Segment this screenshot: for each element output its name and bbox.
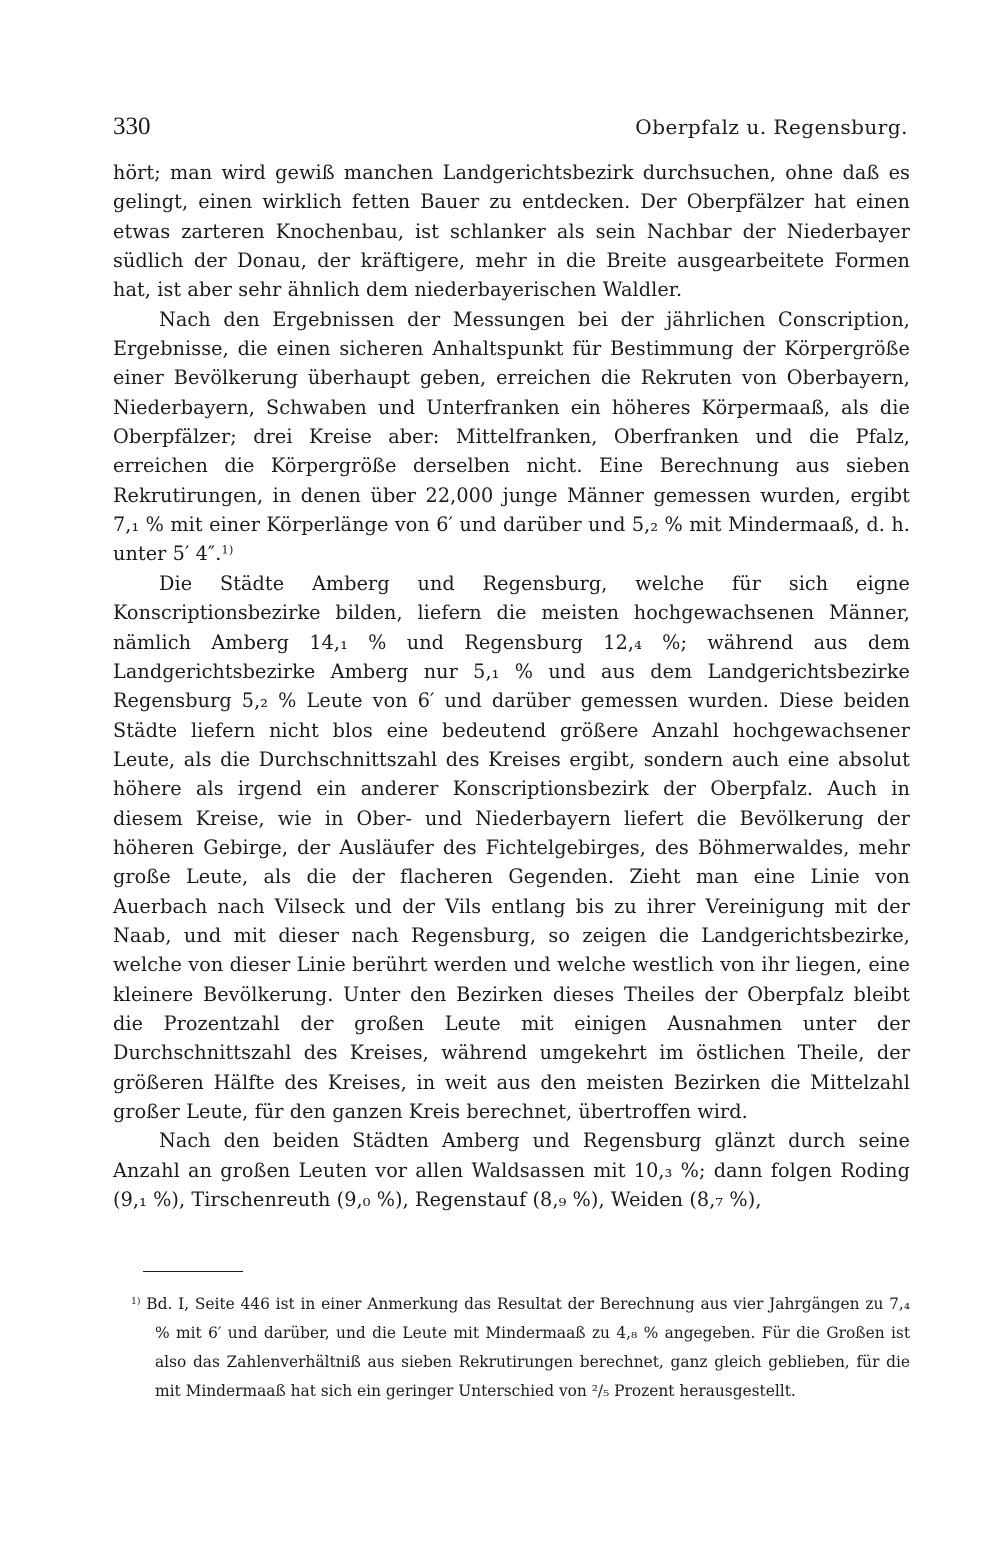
footnote — [131, 1290, 910, 1406]
paragraph-4: Nach den beiden Städten Amberg und Regensburg glänzt durch seine Anzahl an großen Leuten vor allen Waldsassen mit 10,₃ %; dann folgen Roding (9,₁ %), Tirschenreuth (9,₀ %), Regenstauf (8,₉ %), Weiden (8,₇ %), — [113, 1129, 910, 1212]
paragraph-1: hört; man wird gewiß manchen Landgerichtsbezirk durchsuchen, ohne daß es gelingt, einen wirklich fetten Bauer zu entdecken. Der Oberpfälzer hat einen etwas zarteren Knochenbau, ist schlanker als sein Nachbar der Niederbayer südlich der Donau, der kräftigere, mehr in die Breite ausgearbeitete Formen hat, ist aber sehr ähnlich dem niederbayerischen Waldler. — [113, 161, 910, 302]
page-number: 330 — [113, 113, 151, 140]
footnote-rule — [143, 1271, 243, 1272]
running-head — [113, 113, 910, 145]
footnote-reference: 1) — [221, 543, 234, 558]
running-title: Oberpfalz u. Regensburg. — [635, 115, 908, 139]
body-text — [113, 158, 910, 1214]
footnote-marker: 1) — [131, 1295, 141, 1307]
paragraph-3: Die Städte Amberg und Regensburg, welche für sich eigne Konscriptionsbezirke bilden, liefern die meisten hochgewachsenen Männer, nämlich Amberg 14,₁ % und Regensburg 12,₄ %; während aus dem Landgerichtsbezirke Amberg nur 5,₁ % und aus dem Landgerichtsbezirke Regensburg 5,₂ % Leute von 6′ und darüber gemessen wurden. Diese beiden Städte liefern nicht blos eine bedeutend größere Anzahl hochgewachsener Leute, als die Durchschnittszahl des Kreises ergibt, sondern auch eine absolut höhere als irgend ein anderer Konscriptionsbezirk der Oberpfalz. Auch in diesem Kreise, wie in Ober- und Niederbayern liefert die Bevölkerung der höheren Gebirge, der Ausläufer des Fichtelgebirges, des Böhmerwaldes, mehr große Leute, als die der flacheren Gegenden. Zieht man eine Linie von Auerbach nach Vilseck und der Vils entlang bis zu ihrer Vereinigung mit der Naab, und mit dieser nach Regensburg, so zeigen die Landgerichtsbezirke, welche von dieser Linie berührt werden und welche westlich von ihr liegen, eine kleinere Bevölkerung. Unter den Bezirken dieses Theiles der Oberpfalz bleibt die Prozentzahl der großen Leute mit einigen Ausnahmen unter der Durchschnittszahl des Kreises, während umgekehrt im östlichen Theile, der größeren Hälfte des Kreises, in weit aus den meisten Bezirken die Mittelzahl großer Leute, für den ganzen Kreis berechnet, übertroffen wird. — [113, 571, 910, 1123]
paragraph-2-text: Nach den Ergebnissen der Messungen bei der jährlichen Conscription, Ergebnisse, die einen sicheren Anhaltspunkt für Bestimmung der Körpergröße einer Bevölkerung überhaupt geben, erreichen die Rekruten von Oberbayern, Niederbayern, Schwaben und Unterfranken ein höheres Körpermaaß, als die Oberpfälzer; drei Kreise aber: Mittelfranken, Oberfranken und die Pfalz, erreichen die Körpergröße derselben nicht. Eine Berechnung aus sieben Rekrutirungen, in denen über 22,000 junge Männer gemessen wurden, ergibt 7,₁ % mit einer Körperlänge von 6′ und darüber und 5,₂ % mit Mindermaaß, d. h. unter 5′ 4″. — [113, 307, 910, 566]
footnote-text: Bd. I, Seite 446 ist in einer Anmerkung das Resultat der Berechnung aus vier Jahrgängen zu 7,₄ % mit 6′ und darüber, und die Leute mit Mindermaaß zu 4,₈ % angegeben. Für die Großen ist also das Zahlenverhältniß aus sieben Rekrutirungen berechnet, ganz gleich geblieben, für die mit Mindermaaß hat sich ein geringer Unterschied von ²/₅ Prozent herausgestellt. — [146, 1295, 910, 1400]
paragraph-2 — [113, 305, 910, 569]
